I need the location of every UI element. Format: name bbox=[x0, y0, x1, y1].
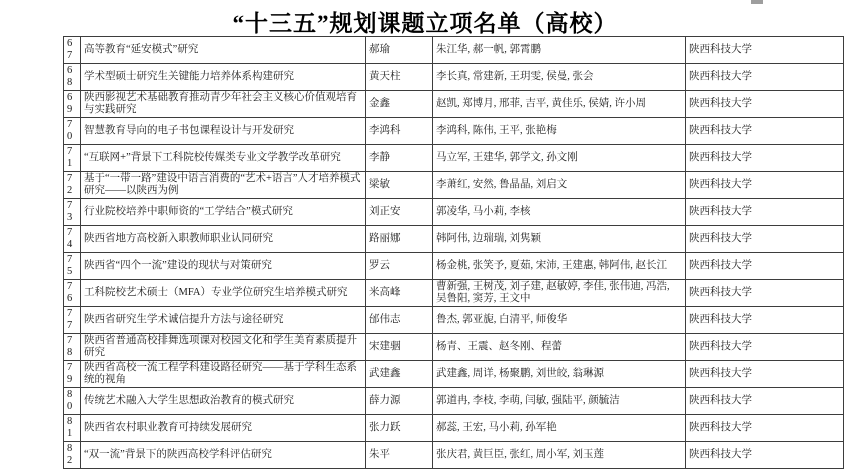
project-members: 郝蕊, 王宏, 马小莉, 孙军艳 bbox=[433, 415, 686, 442]
table-row bbox=[64, 37, 844, 64]
project-leader: 黄天柱 bbox=[366, 64, 433, 91]
corner-artifact bbox=[751, 0, 763, 4]
project-title: 工科院校艺术硕士（MFA）专业学位研究生培养模式研究 bbox=[81, 280, 366, 307]
project-title: 基于“一带一路”建设中语言消费的“艺术+语言”人才培养模式研究——以陕西为例 bbox=[81, 172, 366, 199]
project-members: 韩阿伟, 边瑞瑞, 刘隽颖 bbox=[433, 226, 686, 253]
page-title: “十三五”规划课题立项名单（高校） bbox=[232, 11, 618, 36]
table-row bbox=[64, 442, 844, 469]
table-row bbox=[64, 91, 844, 118]
table-row bbox=[64, 253, 844, 280]
university-name: 陕西科技大学 bbox=[686, 226, 844, 253]
university-name: 陕西科技大学 bbox=[686, 118, 844, 145]
project-members: 郭凌华, 马小莉, 李核 bbox=[433, 199, 686, 226]
university-name: 陕西科技大学 bbox=[686, 145, 844, 172]
project-title: 传统艺术融入大学生思想政治教育的模式研究 bbox=[81, 388, 366, 415]
row-number: 74 bbox=[64, 226, 81, 253]
project-title: 陕西省研究生学术诚信提升方法与途径研究 bbox=[81, 307, 366, 334]
project-table bbox=[63, 36, 844, 469]
university-name: 陕西科技大学 bbox=[686, 442, 844, 469]
project-leader: 朱平 bbox=[366, 442, 433, 469]
row-number: 68 bbox=[64, 64, 81, 91]
university-name: 陕西科技大学 bbox=[686, 37, 844, 64]
table-row bbox=[64, 118, 844, 145]
row-number: 72 bbox=[64, 172, 81, 199]
project-title: 陕西省农村职业教育可持续发展研究 bbox=[81, 415, 366, 442]
university-name: 陕西科技大学 bbox=[686, 172, 844, 199]
project-members: 李长真, 常建新, 王玥雯, 侯曼, 张会 bbox=[433, 64, 686, 91]
university-name: 陕西科技大学 bbox=[686, 388, 844, 415]
university-name: 陕西科技大学 bbox=[686, 91, 844, 118]
project-leader: 李静 bbox=[366, 145, 433, 172]
row-number: 77 bbox=[64, 307, 81, 334]
project-title: “互联网+”背景下工科院校传媒类专业文学教学改革研究 bbox=[81, 145, 366, 172]
project-leader: 金鑫 bbox=[366, 91, 433, 118]
row-number: 79 bbox=[64, 361, 81, 388]
project-leader: 路丽娜 bbox=[366, 226, 433, 253]
project-title: 陕西省地方高校新入职教师职业认同研究 bbox=[81, 226, 366, 253]
table-row bbox=[64, 415, 844, 442]
row-number: 82 bbox=[64, 442, 81, 469]
project-title: 学术型硕士研究生关键能力培养体系构建研究 bbox=[81, 64, 366, 91]
project-title: 陕西影视艺术基础教育推动青少年社会主义核心价值观培育与实践研究 bbox=[81, 91, 366, 118]
project-leader: 邰伟志 bbox=[366, 307, 433, 334]
table-row bbox=[64, 280, 844, 307]
table-row bbox=[64, 172, 844, 199]
row-number: 67 bbox=[64, 37, 81, 64]
table-row bbox=[64, 334, 844, 361]
project-members: 杨青、王震、赵冬刚、程蕾 bbox=[433, 334, 686, 361]
university-name: 陕西科技大学 bbox=[686, 415, 844, 442]
university-name: 陕西科技大学 bbox=[686, 334, 844, 361]
project-leader: 郝瑜 bbox=[366, 37, 433, 64]
project-leader: 刘正安 bbox=[366, 199, 433, 226]
project-members: 杨金桃, 张笑予, 夏茹, 宋沛, 王建惠, 韩阿伟, 赵长江 bbox=[433, 253, 686, 280]
project-title: 陕西省普通高校排舞选项课对校园文化和学生美育素质提升研究 bbox=[81, 334, 366, 361]
project-leader: 米高峰 bbox=[366, 280, 433, 307]
project-title: 行业院校培养中职师资的“工学结合”模式研究 bbox=[81, 199, 366, 226]
university-name: 陕西科技大学 bbox=[686, 307, 844, 334]
row-number: 73 bbox=[64, 199, 81, 226]
row-number: 70 bbox=[64, 118, 81, 145]
project-members: 朱江华, 郝一帆, 郭霄鹏 bbox=[433, 37, 686, 64]
project-title: “双一流”背景下的陕西高校学科评估研究 bbox=[81, 442, 366, 469]
row-number: 75 bbox=[64, 253, 81, 280]
university-name: 陕西科技大学 bbox=[686, 253, 844, 280]
university-name: 陕西科技大学 bbox=[686, 361, 844, 388]
project-title: 陕西省高校一流工程学科建设路径研究——基于学科生态系统的视角 bbox=[81, 361, 366, 388]
project-title: 智慧教育导向的电子书包课程设计与开发研究 bbox=[81, 118, 366, 145]
row-number: 71 bbox=[64, 145, 81, 172]
table-row bbox=[64, 64, 844, 91]
university-name: 陕西科技大学 bbox=[686, 280, 844, 307]
project-table-body bbox=[64, 37, 844, 469]
project-members: 张庆君, 黄巨臣, 张红, 周小军, 刘玉莲 bbox=[433, 442, 686, 469]
project-members: 赵凯, 郑博月, 邢菲, 吉平, 黄佳乐, 侯婧, 许小周 bbox=[433, 91, 686, 118]
project-leader: 梁敏 bbox=[366, 172, 433, 199]
project-leader: 薛力源 bbox=[366, 388, 433, 415]
project-leader: 罗云 bbox=[366, 253, 433, 280]
project-members: 李鸿科, 陈伟, 王平, 张艳梅 bbox=[433, 118, 686, 145]
table-row bbox=[64, 388, 844, 415]
project-leader: 张力跃 bbox=[366, 415, 433, 442]
project-members: 郭道冉, 李枝, 李萌, 闫敏, 强陆平, 颜毓洁 bbox=[433, 388, 686, 415]
project-leader: 李鸿科 bbox=[366, 118, 433, 145]
table-row bbox=[64, 361, 844, 388]
project-members: 曹新强, 王树茂, 刘子建, 赵敏婷, 李佳, 张伟迪, 冯浩, 吴鲁阳, 窦芳, 王文中 bbox=[433, 280, 686, 307]
project-title: 高等教育“延安模式”研究 bbox=[81, 37, 366, 64]
project-members: 鲁杰, 郭亚旎, 白清平, 师俊华 bbox=[433, 307, 686, 334]
university-name: 陕西科技大学 bbox=[686, 64, 844, 91]
project-leader: 武建鑫 bbox=[366, 361, 433, 388]
project-leader: 宋建骃 bbox=[366, 334, 433, 361]
row-number: 76 bbox=[64, 280, 81, 307]
table-row bbox=[64, 199, 844, 226]
project-members: 武建鑫, 周详, 杨聚鹏, 刘世皎, 翁琳源 bbox=[433, 361, 686, 388]
table-row bbox=[64, 226, 844, 253]
project-title: 陕西省“四个一流”建设的现状与对策研究 bbox=[81, 253, 366, 280]
row-number: 69 bbox=[64, 91, 81, 118]
row-number: 78 bbox=[64, 334, 81, 361]
row-number: 81 bbox=[64, 415, 81, 442]
project-members: 李萧红, 安然, 鲁晶晶, 刘启文 bbox=[433, 172, 686, 199]
table-row bbox=[64, 145, 844, 172]
university-name: 陕西科技大学 bbox=[686, 199, 844, 226]
row-number: 80 bbox=[64, 388, 81, 415]
project-members: 马立军, 王建华, 郭学文, 孙文刚 bbox=[433, 145, 686, 172]
table-row bbox=[64, 307, 844, 334]
